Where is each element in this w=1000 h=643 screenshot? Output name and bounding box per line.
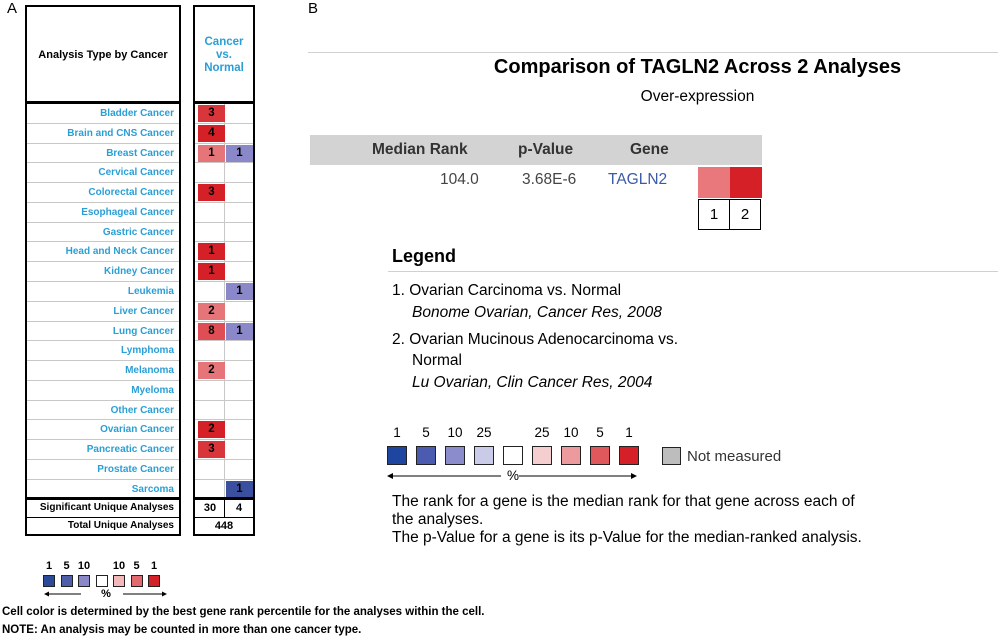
- scale-a-label: 5: [133, 560, 140, 572]
- cancer-row: [27, 440, 179, 460]
- legend-item-2-citation: Lu Ovarian, Clin Cancer Res, 2004: [412, 374, 653, 391]
- cancer-type-link[interactable]: Gastric Cancer: [102, 226, 174, 238]
- heatmap-row: [195, 223, 253, 243]
- not-measured-label: Not measured: [687, 448, 782, 465]
- total-analyses-value: 448: [214, 520, 234, 532]
- scale-a-label: 1: [45, 560, 53, 572]
- under-expression-cell[interactable]: 1: [226, 481, 253, 498]
- scale-a-swatch: [96, 575, 108, 587]
- rank-description-line1: The rank for a gene is the median rank for that gene across each of: [392, 493, 855, 510]
- over-expression-cell[interactable]: 2: [198, 303, 225, 320]
- analysis-1-heat-cell: [698, 167, 730, 198]
- cancer-vs-normal-column: [193, 5, 255, 536]
- heatmap-row: [195, 104, 253, 124]
- scale-a-swatch: [113, 575, 125, 587]
- heatmap-row: [195, 440, 253, 460]
- scale-b-swatch: [561, 446, 581, 465]
- over-expression-cell[interactable]: 1: [198, 263, 225, 280]
- legend-rule: [388, 271, 998, 272]
- scale-a-swatch: [43, 575, 55, 587]
- under-expression-cell[interactable]: 1: [226, 283, 253, 300]
- scale-b-swatch: [474, 446, 494, 465]
- legend-item-1: 1. Ovarian Carcinoma vs. Normal: [392, 282, 622, 299]
- gene-header: Gene: [630, 141, 669, 158]
- significant-down-count: 4: [235, 502, 243, 514]
- scale-a-label: 5: [63, 560, 70, 572]
- heatmap-row: [195, 381, 253, 401]
- scale-a-label: 10: [77, 560, 91, 572]
- cancer-type-link[interactable]: Ovarian Cancer: [100, 424, 174, 436]
- over-expression-cell[interactable]: 3: [198, 105, 225, 122]
- over-expression-cell[interactable]: 1: [198, 243, 225, 260]
- p-value-value: 3.68E-6: [522, 171, 577, 188]
- cancer-row: [27, 183, 179, 203]
- rank-description-line2: the analyses.: [392, 511, 484, 528]
- cancer-type-link[interactable]: Cervical Cancer: [98, 167, 174, 179]
- over-expression-cell[interactable]: 2: [198, 362, 225, 379]
- summary-divider: [27, 497, 179, 500]
- significant-analyses-label: Significant Unique Analyses: [39, 502, 174, 513]
- header-line-normal: Normal: [204, 61, 244, 74]
- summary-col-divider: [224, 499, 225, 517]
- p-value-header: p-Value: [518, 141, 574, 158]
- scale-b-label: 10: [447, 425, 463, 440]
- heatmap-row: [195, 242, 253, 262]
- scale-b-percent: %: [507, 468, 520, 483]
- scale-a-swatch: [78, 575, 90, 587]
- analysis-1-number: 1: [698, 199, 730, 230]
- analysis-2-heat-cell: [730, 167, 762, 198]
- summary-row-divider: [27, 517, 179, 518]
- heatmap-row: [195, 322, 253, 342]
- heatmap-row: [195, 341, 253, 361]
- cancer-row: [27, 144, 179, 164]
- cancer-row: [27, 460, 179, 480]
- scale-b-swatch: [445, 446, 465, 465]
- scale-b-label: 5: [422, 425, 430, 440]
- cancer-row: [27, 282, 179, 302]
- heatmap-row: [195, 460, 253, 480]
- scale-a-swatch: [61, 575, 73, 587]
- under-expression-cell[interactable]: 1: [226, 145, 253, 162]
- heatmap-row: [195, 262, 253, 282]
- gene-link[interactable]: TAGLN2: [608, 171, 668, 188]
- scale-a-label: 1: [150, 560, 158, 572]
- scale-b-label: 25: [476, 425, 492, 440]
- under-expression-cell[interactable]: 1: [226, 323, 253, 340]
- header-line-vs: vs.: [216, 48, 232, 61]
- cancer-row: [27, 223, 179, 243]
- cancer-type-link[interactable]: Lymphoma: [121, 345, 174, 357]
- not-measured-swatch: [662, 447, 681, 465]
- comparison-subtitle: Over-expression: [640, 88, 755, 105]
- cancer-type-link[interactable]: Melanoma: [125, 365, 174, 377]
- cancer-row: [27, 401, 179, 421]
- heatmap-row: [195, 183, 253, 203]
- scale-b-label: 25: [534, 425, 550, 440]
- median-rank-header: Median Rank: [372, 141, 468, 158]
- cancer-type-link[interactable]: Esophageal Cancer: [81, 206, 174, 218]
- legend-item-2: 2. Ovarian Mucinous Adenocarcinoma vs.: [392, 331, 679, 348]
- cancer-type-link[interactable]: Bladder Cancer: [100, 108, 174, 119]
- scale-b-swatch: [503, 446, 523, 465]
- over-expression-cell[interactable]: 8: [198, 323, 225, 340]
- cancer-row: [27, 361, 179, 381]
- scale-a-swatch: [148, 575, 160, 587]
- heatmap-row: [195, 282, 253, 302]
- legend-item-1-citation: Bonome Ovarian, Cancer Res, 2008: [412, 304, 662, 321]
- scale-b-swatch: [532, 446, 552, 465]
- cancer-row: [27, 203, 179, 223]
- panel-a-letter: A: [7, 0, 18, 17]
- scale-a-label: 10: [112, 560, 126, 572]
- scale-b-label: 10: [563, 425, 579, 440]
- cancer-row: [27, 104, 179, 124]
- cancer-row: [27, 381, 179, 401]
- scale-b-label: 1: [625, 425, 633, 440]
- cancer-type-link[interactable]: Kidney Cancer: [103, 266, 174, 278]
- cancer-type-link[interactable]: Liver Cancer: [113, 305, 174, 317]
- scale-b-swatch: [590, 446, 610, 465]
- panel-b-letter: B: [308, 0, 319, 17]
- scale-b-swatch: [387, 446, 407, 465]
- cancer-row: [27, 242, 179, 262]
- scale-b-swatch: [619, 446, 639, 465]
- cancer-type-link[interactable]: Sarcoma: [131, 483, 174, 495]
- median-rank-value: 104.0: [440, 171, 479, 188]
- scale-b-label: 5: [596, 425, 604, 440]
- over-expression-cell[interactable]: 3: [198, 184, 225, 201]
- cancer-vs-normal-header: [195, 7, 253, 103]
- cancer-type-link[interactable]: Lung Cancer: [112, 325, 174, 337]
- heatmap-row: [195, 124, 253, 144]
- scale-a-percent: %: [101, 588, 111, 600]
- analysis-2-number: 2: [729, 199, 761, 230]
- cancer-type-link[interactable]: Head and Neck Cancer: [65, 246, 174, 258]
- cancer-row: [27, 420, 179, 440]
- heatmap-row: [195, 420, 253, 440]
- cancer-row: [27, 124, 179, 144]
- scale-b-label: 1: [393, 425, 401, 440]
- summary-row-divider-right: [195, 517, 253, 518]
- comparison-title: Comparison of TAGLN2 Across 2 Analyses: [493, 56, 902, 78]
- legend-title: Legend: [392, 246, 457, 266]
- cancer-type-link[interactable]: Prostate Cancer: [97, 464, 174, 476]
- cancer-type-column: [25, 5, 181, 536]
- cancer-type-link[interactable]: Pancreatic Cancer: [86, 444, 174, 456]
- pvalue-description: The p-Value for a gene is its p-Value for the median-ranked analysis.: [392, 529, 862, 546]
- cancer-row: [27, 322, 179, 342]
- scale-a-swatch: [131, 575, 143, 587]
- heatmap-row: [195, 203, 253, 223]
- heatmap-row: [195, 144, 253, 164]
- over-expression-cell[interactable]: 3: [198, 441, 225, 458]
- heatmap-row: [195, 163, 253, 183]
- cancer-type-link[interactable]: Breast Cancer: [106, 147, 174, 159]
- cancer-type-link[interactable]: Brain and CNS Cancer: [67, 127, 174, 139]
- cell-color-note: Cell color is determined by the best gene rank percentile for the analyses within the cell.: [2, 606, 485, 618]
- header-line-cancer: Cancer: [204, 35, 244, 48]
- heatmap-row: [195, 302, 253, 322]
- scale-b-swatch: [416, 446, 436, 465]
- over-expression-cell[interactable]: 1: [198, 145, 225, 162]
- cancer-type-link[interactable]: Colorectal Cancer: [88, 187, 174, 199]
- cancer-row: [27, 163, 179, 183]
- over-expression-cell[interactable]: 4: [198, 125, 225, 142]
- heatmap-row: [195, 361, 253, 381]
- cancer-type-link[interactable]: Other Cancer: [110, 404, 174, 416]
- total-analyses-label: Total Unique Analyses: [67, 520, 174, 531]
- cancer-row: [27, 262, 179, 282]
- cancer-type-link[interactable]: Myeloma: [131, 384, 174, 396]
- cancer-row: [27, 341, 179, 361]
- scale-b-arrows: [385, 466, 655, 486]
- cancer-row: [27, 302, 179, 322]
- heatmap-row: [195, 401, 253, 421]
- cancer-type-link[interactable]: Leukemia: [127, 286, 174, 298]
- title-rule: [308, 52, 998, 53]
- analysis-type-header: Analysis Type by Cancer: [38, 49, 168, 61]
- count-note: NOTE: An analysis may be counted in more than one cancer type.: [2, 624, 362, 636]
- significant-up-count: 30: [203, 502, 217, 514]
- legend-item-2-line2: Normal: [412, 352, 462, 369]
- over-expression-cell[interactable]: 2: [198, 421, 225, 438]
